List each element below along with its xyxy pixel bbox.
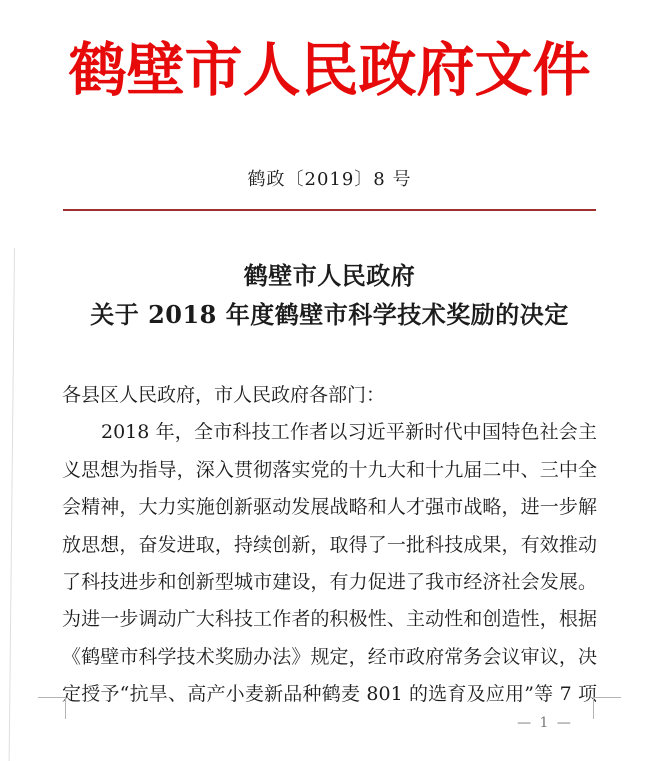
document-title-line2: 关于 2018 年度鹤壁市科学技术奖励的决定 xyxy=(90,300,569,329)
red-separator-line xyxy=(63,209,596,211)
document-title-line1: 鹤壁市人民政府 xyxy=(243,261,416,290)
body-line: 为进一步调动广大科技工作者的积极性、主动性和创造性，根据 xyxy=(62,608,597,631)
body-line: 放思想，奋发进取，持续创新，取得了一批科技成果，有效推动 xyxy=(62,533,597,556)
body-line: 了科技进步和创新型城市建设，有力促进了我市经济社会发展。 xyxy=(62,570,597,593)
salutation-line: 各县区人民政府，市人民政府各部门： xyxy=(62,384,386,406)
corner-mark-right-icon xyxy=(593,697,621,719)
body-line: 定授予“抗旱、高产小麦新品种鹤麦 801 的选育及应用”等 7 项 xyxy=(62,683,597,706)
body-line: 2018 年，全市科技工作者以习近平新时代中国特色社会主 xyxy=(101,421,597,444)
doc-number: 鹤政〔2019〕8 号 xyxy=(247,169,412,190)
document-header-title: 鹤壁市人民政府文件 xyxy=(68,36,591,104)
corner-mark-left-icon xyxy=(38,697,66,719)
body-line: 义思想为指导，深入贯彻落实党的十九大和十九届二中、三中全 xyxy=(62,458,597,481)
page-number: — 1 — xyxy=(517,715,573,731)
body-line: 《鹤壁市科学技术奖励办法》规定，经市政府常务会议审议，决 xyxy=(62,645,597,668)
document-title xyxy=(0,256,659,334)
document-body xyxy=(62,377,597,714)
body-line: 会精神，大力实施创新驱动发展战略和人才强市战略，进一步解 xyxy=(62,496,597,519)
